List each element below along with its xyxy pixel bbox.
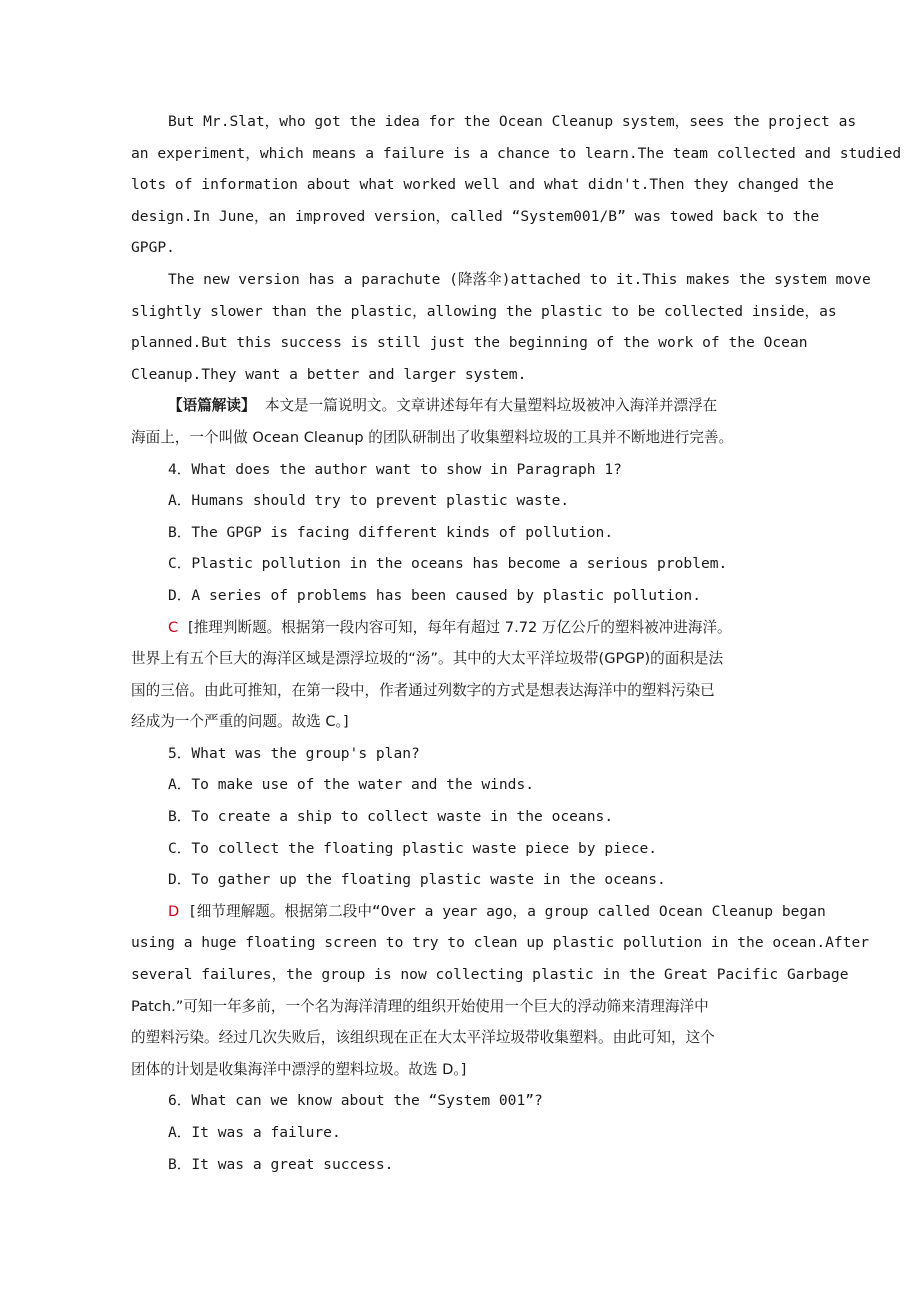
explanation-line: 的塑料污染。经过几次失败后，该组织现在正在大太平洋垃圾带收集塑料。由此可知，这个 (131, 1029, 715, 1047)
passage-p1-line: But Mr.Slat，who got the idea for the Ocean Cleanup system，sees the project as (168, 113, 857, 130)
explanation-line: 团体的计划是收集海洋中漂浮的塑料垃圾。故选 D。] (131, 1060, 467, 1078)
explanation-line: 世界上有五个巨大的海洋区域是漂浮垃圾的“汤”。其中的大太平洋垃圾带(GPGP)的面积是法 (131, 650, 724, 668)
question-option: B．It was a great success. (168, 1155, 394, 1173)
answer-letter: D (168, 902, 180, 920)
question-option: B．To create a ship to collect waste in the oceans. (168, 808, 614, 826)
passage-p2-line: The new version has a parachute (降落伞)attached to it.This makes the system move (168, 270, 871, 288)
question-stem: 4．What does the author want to show in Paragraph 1? (168, 460, 622, 478)
question-stem: 5．What was the group's plan? (168, 744, 420, 762)
analysis-line: 海面上，一个叫做 Ocean Cleanup 的团队研制出了收集塑料垃圾的工具并不断地进行完善。 (131, 428, 734, 446)
explanation-line: 国的三倍。由此可推知，在第一段中，作者通过列数字的方式是想表达海洋中的塑料污染已 (131, 681, 715, 699)
explanation-line (131, 896, 843, 928)
question-option: B．The GPGP is facing different kinds of pollution. (168, 523, 614, 541)
explanation-text: [细节理解题。根据第二段中“Over a year ago，a group called Ocean Cleanup began (188, 902, 826, 920)
answer-letter: C (168, 618, 179, 636)
explanation-line: several failures，the group is now collecting plastic in the Great Pacific Garbage (131, 966, 849, 984)
question-option: D．To gather up the floating plastic waste in the oceans. (168, 871, 666, 889)
passage-p1-line: lots of information about what worked well and what didn't.Then they changed the (131, 176, 834, 194)
question-stem: 6．What can we know about the “System 001”? (168, 1092, 543, 1110)
question-option: D．A series of problems has been caused by plastic pollution. (168, 586, 701, 604)
passage-p2-line: slightly slower than the plastic，allowing the plastic to be collected inside，as (131, 302, 837, 320)
analysis-text: 本文是一篇说明文。文章讲述每年有大量塑料垃圾被冲入海洋并漂浮在 (264, 397, 718, 415)
passage-p1-line: design.In June，an improved version，called “System001/B” was towed back to the (131, 207, 820, 225)
question-option: C．To collect the floating plastic waste piece by piece. (168, 839, 658, 857)
explanation-line: Patch.”可知一年多前，一个名为海洋清理的组织开始使用一个巨大的浮动筛来清理海洋中 (131, 997, 709, 1015)
explanation-line: 经成为一个严重的问题。故选 C。] (131, 713, 349, 731)
document-page (131, 106, 902, 1180)
explanation-line: using a huge floating screen to try to clean up plastic pollution in the ocean.After (131, 934, 870, 952)
passage-p2-line: Cleanup.They want a better and larger system. (131, 365, 527, 383)
passage-p2-line: planned.But this success is still just the beginning of the work of the Ocean (131, 334, 808, 352)
passage-p1-line: an experiment，which means a failure is a chance to learn.The team collected and studied (131, 144, 902, 162)
question-option: A．It was a failure. (168, 1124, 341, 1141)
question-option: A．To make use of the water and the winds. (168, 776, 535, 794)
explanation-line (131, 612, 843, 644)
analysis-label: 【语篇解读】 (168, 397, 256, 415)
explanation-text: [推理判断题。根据第一段内容可知，每年有超过 7.72 万亿公斤的塑料被冲进海洋。 (188, 618, 732, 636)
analysis-line (131, 390, 843, 422)
question-option: A．Humans should try to prevent plastic waste. (168, 492, 570, 510)
question-option: C．Plastic pollution in the oceans has become a serious problem. (168, 555, 728, 573)
passage-p1-line: GPGP. (131, 239, 175, 257)
